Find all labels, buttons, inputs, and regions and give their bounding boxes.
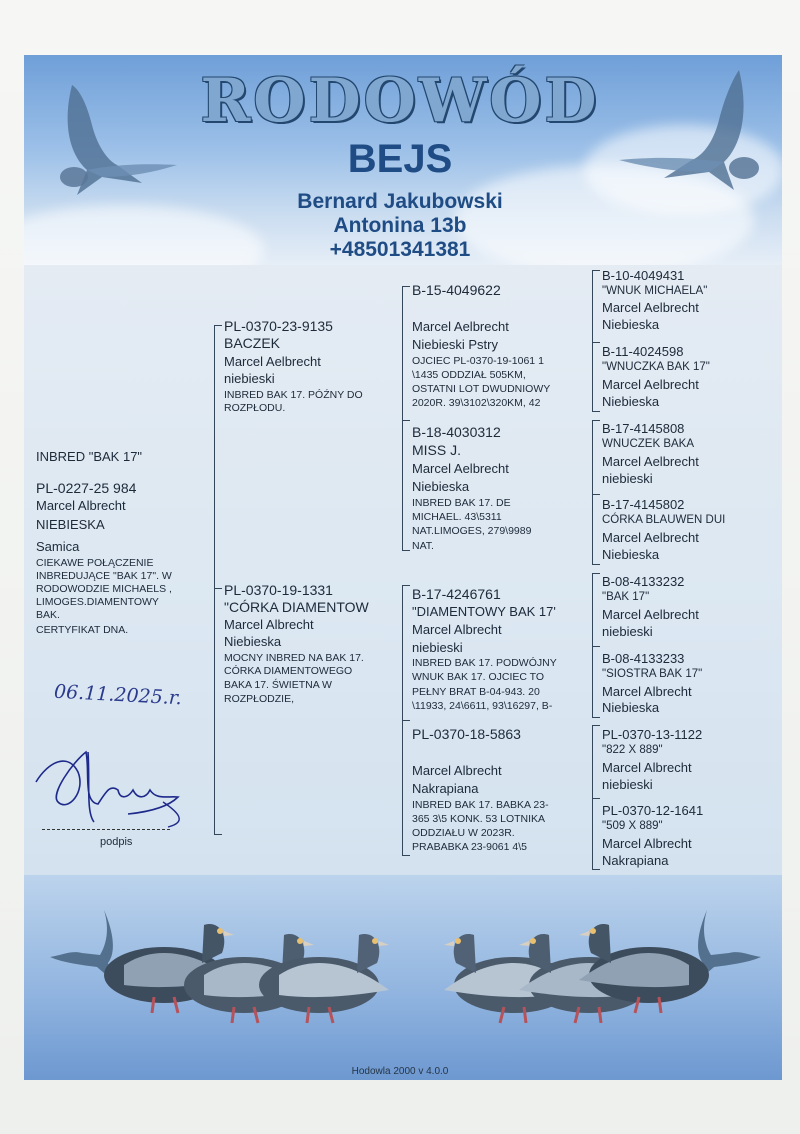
mm-note-line: ODDZIAŁU W 2023R. (412, 827, 515, 839)
bracket-tick (402, 720, 410, 721)
mm-note-line: PRABABKA 23-9061 4\5 (412, 841, 527, 853)
mf-ring: B-17-4246761 (412, 586, 501, 602)
gg-color: Nakrapiana (602, 853, 669, 868)
subject-note-line: RODOWODZIE MICHAELS , (36, 583, 172, 595)
bracket-fm (592, 420, 593, 565)
ff-note-line: 2020R. 39\3102\320KM, 42 (412, 397, 541, 409)
mm-breeder: Marcel Albrecht (412, 763, 502, 778)
gg-ring: B-17-4145802 (602, 497, 685, 512)
fm-note-line: NAT.LIMOGES, 279\9989 (412, 525, 532, 537)
gg-color: Niebieska (602, 700, 660, 715)
mm-color: Nakrapiana (412, 781, 479, 796)
subject-note-line: BAK. (36, 609, 60, 621)
subject-breeder: Marcel Albrecht (36, 498, 126, 513)
bracket-tick (592, 494, 600, 495)
mother-note-line: BAKA 17. ŚWIETNA W (224, 679, 332, 691)
mother-note-line: CÓRKA DIAMENTOWEGO (224, 665, 353, 677)
owner-phone: +48501341381 (329, 238, 471, 261)
gg-color: niebieski (602, 624, 653, 639)
loft-name: BEJS (347, 137, 453, 181)
gg-ring: B-17-4145808 (602, 421, 685, 436)
gg-breeder: Marcel Aelbrecht (602, 377, 699, 392)
bracket-ff (592, 270, 593, 412)
bracket-tick (592, 342, 600, 343)
gg-ring: B-08-4133233 (602, 651, 685, 666)
gg-ring: PL-0370-12-1641 (602, 803, 704, 818)
bracket-tick (402, 585, 410, 586)
gg-color: Niebieska (602, 317, 660, 332)
gg-name: "509 X 889" (602, 820, 663, 832)
fm-ring: B-18-4030312 (412, 424, 501, 440)
mf-name: "DIAMENTOWY BAK 17' (412, 604, 556, 619)
father-name: BACZEK (224, 335, 281, 351)
bracket-tick (214, 325, 222, 326)
bracket-tick (402, 855, 410, 856)
owner-address: Antonina 13b (333, 214, 467, 237)
bracket-tick (402, 286, 410, 287)
mother-note-line: MOCNY INBRED NA BAK 17. (224, 652, 364, 664)
bracket-father (402, 286, 403, 551)
gg-color: niebieski (602, 777, 653, 792)
bottom-band (24, 875, 782, 1080)
owner-name: Bernard Jakubowski (297, 190, 503, 213)
fm-breeder: Marcel Aelbrecht (412, 461, 509, 476)
gg-breeder: Marcel Aelbrecht (602, 530, 699, 545)
mf-note-line: PEŁNY BRAT B-04-943. 20 (412, 686, 540, 698)
mother-ring: PL-0370-19-1331 (224, 582, 333, 598)
mf-breeder: Marcel Albrecht (412, 622, 502, 637)
mother-note-line: ROZPŁODZIE, (224, 693, 295, 705)
father-breeder: Marcel Aelbrecht (224, 354, 321, 369)
signature-label: podpis (100, 836, 133, 848)
subject-sex: Samica (36, 539, 80, 554)
subject-note-line: CERTYFIKAT DNA. (36, 624, 129, 636)
bracket-tick (592, 573, 600, 574)
bracket-tick (214, 588, 222, 589)
gg-ring: B-08-4133232 (602, 574, 685, 589)
bracket-tick (592, 646, 600, 647)
gg-name: "SIOSTRA BAK 17" (602, 668, 703, 680)
fm-note-line: NAT. (412, 540, 434, 552)
mm-note-line: 365 3\5 KONK. 53 LOTNIKA (412, 813, 546, 825)
gg-name: "BAK 17" (602, 591, 650, 603)
pigeon-left-3-icon (249, 915, 399, 1025)
mf-note-line: \11933, 24\6611, 93\16297, B- (412, 700, 553, 712)
ff-ring: B-15-4049622 (412, 282, 501, 298)
subject-note-line: LIMOGES.DIAMENTOWY (36, 596, 159, 608)
ff-note-line: OJCIEC PL-0370-19-1061 1 (412, 355, 544, 367)
subject-note-line: CIEKAWE POŁĄCZENIE (36, 557, 154, 569)
bracket-tick (592, 420, 600, 421)
ff-note-line: \1435 ODDZIAŁ 505KM, (412, 369, 526, 381)
bracket-tick (402, 420, 410, 421)
gg-name: CÓRKA BLAUWEN DUI (602, 514, 726, 526)
gg-breeder: Marcel Albrecht (602, 684, 692, 699)
fm-note-line: MICHAEL. 43\5311 (412, 511, 502, 523)
subject-color: NIEBIESKA (36, 517, 105, 532)
document-title: RODOWÓD (200, 66, 600, 136)
signature-line (42, 829, 170, 830)
mother-breeder: Marcel Albrecht (224, 617, 314, 632)
fm-name: MISS J. (412, 442, 462, 458)
bracket-parents (214, 325, 215, 835)
ff-note-line: OSTATNI LOT DWUDNIOWY (412, 383, 551, 395)
software-footer: Hodowla 2000 v 4.0.0 (351, 1066, 449, 1077)
bracket-tick (592, 564, 600, 565)
signature-mark (28, 742, 193, 832)
bracket-tick (214, 834, 222, 835)
bracket-tick (592, 270, 600, 271)
gg-breeder: Marcel Albrecht (602, 760, 692, 775)
pigeon-right-3-icon (569, 905, 719, 1015)
father-ring: PL-0370-23-9135 (224, 318, 333, 334)
bracket-tick (592, 725, 600, 726)
gg-color: niebieski (602, 471, 653, 486)
fm-note-line: INBRED BAK 17. DE (412, 497, 511, 509)
gg-ring: PL-0370-13-1122 (602, 727, 703, 742)
mf-note-line: WNUK BAK 17. OJCIEC TO (412, 671, 545, 683)
mother-name: "CÓRKA DIAMENTOW (224, 599, 369, 615)
handwritten-date: 06.11.2025.r. (53, 680, 183, 710)
father-note-line: ROZPŁODU. (224, 402, 286, 414)
subject-ring: PL-0227-25 984 (36, 480, 137, 496)
gg-color: Niebieska (602, 547, 660, 562)
mm-note-line: INBRED BAK 17. BABKA 23- (412, 799, 549, 811)
gg-name: "822 X 889" (602, 744, 663, 756)
gg-breeder: Marcel Aelbrecht (602, 300, 699, 315)
bracket-tick (592, 717, 600, 718)
gg-breeder: Marcel Aelbrecht (602, 607, 699, 622)
gg-ring: B-10-4049431 (602, 268, 685, 283)
mf-note-line: INBRED BAK 17. PODWÓJNY (412, 657, 557, 669)
mm-ring: PL-0370-18-5863 (412, 726, 521, 742)
gg-color: Niebieska (602, 394, 660, 409)
gg-name: "WNUCZKA BAK 17" (602, 361, 710, 373)
subject-name: INBRED "BAK 17" (36, 449, 143, 464)
bracket-tick (592, 411, 600, 412)
ff-breeder: Marcel Aelbrecht (412, 319, 509, 334)
subject-note-line: INBREDUJĄCE "BAK 17". W (36, 570, 172, 582)
fm-color: Niebieska (412, 479, 470, 494)
father-note-line: INBRED BAK 17. PÓŹNY DO (224, 389, 363, 401)
bracket-tick (592, 869, 600, 870)
mf-color: niebieski (412, 640, 463, 655)
gg-name: WNUCZEK BAKA (602, 438, 695, 450)
father-color: niebieski (224, 371, 275, 386)
gg-breeder: Marcel Albrecht (602, 836, 692, 851)
bracket-tick (592, 798, 600, 799)
gg-name: "WNUK MICHAELA" (602, 285, 708, 297)
gg-ring: B-11-4024598 (602, 344, 684, 359)
ff-color: Niebieski Pstry (412, 337, 498, 352)
mother-color: Niebieska (224, 634, 282, 649)
gg-breeder: Marcel Aelbrecht (602, 454, 699, 469)
bracket-tick (402, 550, 410, 551)
